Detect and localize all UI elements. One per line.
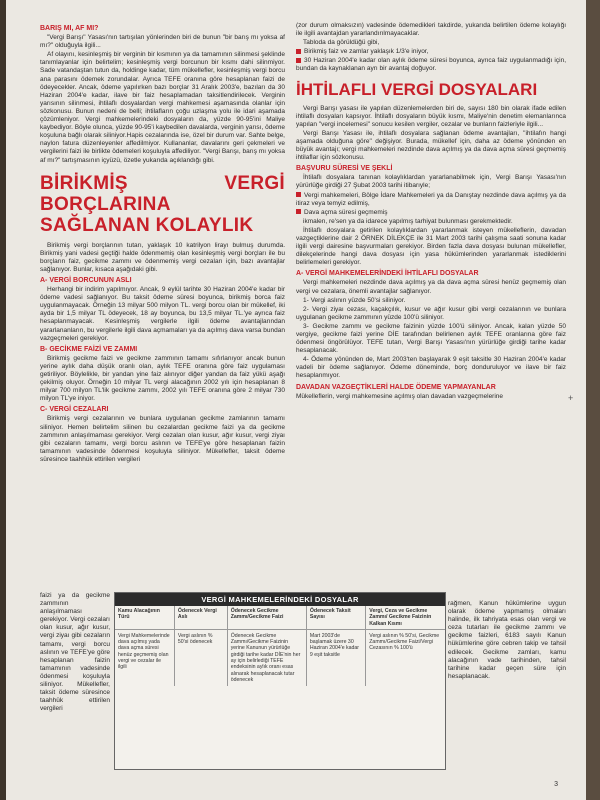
subheading-b: B- GECİKME FAİZİ VE ZAMMI [40, 345, 138, 353]
paragraph: (zor durum olmaksızın) vadesinde ödemedikleri takdirde, yukarıda belirtilen ödeme kolaylığı ile ilgili avantajdan yararlandırılmayacaklar. [296, 22, 566, 38]
subheading-davadan: DAVADAN VAZGEÇTİKLERİ HALDE ÖDEME YAPMAYANLAR [296, 383, 496, 391]
table-row [115, 629, 445, 686]
section-heading-baris: BARIŞ MI, AF MI? [40, 25, 99, 32]
table-cell: Ödenecek Gecikme Zammı/Gecikme Faizinin yerine Kanunun yürürlüğe girdiği tarihe kadar DİE'nin her ay için belirlediği TEFE endeksinin aylık oranı esas alınarak hesaplanacak tutar ödenecek [227, 629, 306, 686]
table-header: Ödenecek Taksit Sayısı [306, 606, 365, 629]
right-column [296, 22, 566, 402]
bullet-item: Dava açma süresi geçmemiş [296, 209, 566, 217]
data-table [115, 606, 445, 686]
bullet-item: Vergi mahkemeleri, Bölge İdare Mahkemeleri ya da Danıştay nezdinde dava açılmış ya da itiraz veya temyiz edilmiş, [296, 191, 566, 207]
subheading-c: C- VERGİ CEZALARI [40, 406, 109, 414]
bullet-item: Birikmiş faiz ve zamlar yaklaşık 1/3'e iniyor, [296, 48, 566, 56]
table-header: Ödenecek Vergi Aslı [174, 606, 227, 629]
left-wrap-text: faizi ya da gecikme zammının anlaşılmaması gerekiyor. Vergi cezaları olan kusur, ağır kusur, vergi ziyaı gibi cezaların tamamı, vergi borcu aslının ve TEFE'ye göre hesaplanan faizin tamamının vadesinde ödenmesi koşuluyla siliniyor. Mükellefler, taksit ödeme süresince taahhük ettirilen vergileri [40, 592, 110, 713]
subheading-basvuru: BAŞVURU SÜRESİ VE ŞEKLİ [296, 165, 393, 173]
right-wrap-text: rağmen, Kanun hükümlerine uygun olarak ödeme yapmamış olmaları halinde, ilk tahriyata esas olan vergi ve ceza tutarları ile gecikme zammı ve gecikme faizleri, 6183 sayılı Kanun hükümlerine göre cebren takip ve tahsil edilecek. Gecikme zamları, kamu alacağının vade tarihinden, tahsil tarihine kadar geçen süre için hesaplanacak. [448, 600, 566, 680]
paragraph: 3- Gecikme zammı ve gecikme faizinin yüzde 100'ü siliniyor. Ancak, kalan yüzde 50 vergiye, gecikme faizi yerine DİE tarafından belirlenen aylık TEFE oranlarına göre faiz ödenmesi öngörülüyor. TEFE tutarı, Vergi Barışı Yasası'nın yürürlüğe girdiği tarihe kadar hesaplanacak. [296, 322, 566, 355]
paragraph: Birikmiş vergi borçlarının tutarı, yaklaşık 10 katrilyon lirayı bulmuş durumda. Birikmiş yani vadesi geçtiği halde ödenmemiş olan kesinleşmiş vergi borçları ile bu borçların faiz, gecikme zammı ve ödenmemiş vergi cezaları için, bazı avantajlar sağlanıyor. Bunlar, kısaca aşağıdaki gibi. [40, 241, 285, 273]
magazine-page [6, 0, 586, 800]
paragraph [40, 415, 285, 463]
table-header: Kamu Alacağının Türü [115, 606, 174, 629]
subheading-a: A- VERGİ BORCUNUN ASLI [40, 276, 132, 284]
table-cell: Vergi aslının % 50'si ödenecek [174, 629, 227, 686]
paragraph: Vergi mahkemeleri nezdinde dava açılmış ya da dava açma süresi henüz geçmemiş olan vergi ve cezalara, önemli avantajlar sağlanıyor. [296, 279, 566, 295]
paragraph: "Vergi Barışı" Yasası'nın tartışılan yönlerinden biri de bunun "bir barış mı yoksa af mı?" olduğuyla ilgili... [40, 34, 285, 50]
headline-ihtilafli: İHTİLAFLI VERGİ DOSYALARI [296, 79, 538, 99]
paragraph: 4- Ödeme yönünden de, Mart 2003'ten başlayarak 9 eşit taksitle 30 Haziran 2004'e kadar vadeli bir ödeme sağlanıyor. Ödeme döneminde, borç donduruluyor ve ilave bir faiz hesaplanmıyor. [296, 356, 566, 380]
paragraph: Birikmiş gecikme faizi ve gecikme zammının tamamı sıfırlanıyor ancak bunun yerine aylık daha düşük oranlı olan, aylık TEFE oranına göre faiz uygulaması getiriliyor. Böylelikle, bir yandan yine faiz alınıyor diğer yandan da faiz yükü aşağı çekilmiş oluyor. Örneğin 10 milyar TL vergi alacağının 2002 yılı için hesaplanan 8 milyar 700 milyon TL'lik gecikme zammı, 2002 yılı TEFE oranına göre 2 milyar 730 milyon TL'ye iniyor. [40, 354, 285, 403]
table-title: VERGİ MAHKEMELERİNDEKİ DOSYALAR [115, 593, 445, 606]
paragraph: İhtilaflı dosyalara getirilen kolaylıklardan yararlanmak isteyen mükelleflerin, davadan vazgeçtiklerine dair 2 ÖRNEK DİLEKÇE ile 31 Mart 2003 tarihi çalışma saati sonuna kadar ilgili vergi dairesine başvurmaları gerekiyor. Birden fazla dava dosyası bulunan mükellefler, dilekçelerinde hangi dava dosyası için yasa hükümlerinden yararlanmak istediklerini belirlemeleri gerekiyor. [296, 226, 566, 267]
paragraph: Tabloda da görüldüğü gibi, [303, 39, 380, 47]
dosyalar-table [114, 592, 446, 770]
paragraph: 1- Vergi aslının yüzde 50'si siliniyor. [303, 296, 406, 304]
background-edge [586, 0, 600, 800]
paragraph: Herhangi bir indirim yapılmıyor. Ancak, 9 eylül tarihte 30 Haziran 2004'e kadar bir ödeme vadesi sağlanıyor. Bu taksit ödeme süresi boyunca, birikmiş borca faiz uygulanmayacak. Örneğin 13 milyar 500 milyon TL. vergi borcu olan bir mükellef, iki ayda bir 1,5 milyar TL ödeyecek, 18 ay boyunca, bu 13,5 milyar TL.'ye ayrıca faiz hesaplanmayacak. Kesinleşmiş vergilerle ilgili ödeme avantajlarından yararlananların, bu vergilerle ilgili dava açmamaları ya da açılmış dava varsa bundan vazgeçmeleri gerekiyor. [40, 286, 285, 342]
left-column [40, 22, 285, 463]
table-header: Ödenecek Gecikme Zammı/Gecikme Faizi [227, 606, 306, 629]
paragraph: İhtilaflı dosyalara tanınan kolaylıklardan yararlanabilmek için, Vergi Barışı Yasası'nın yürürlüğe girdiği 27 Şubat 2003 tarihi itibarıyle; [296, 174, 566, 190]
table-header-row [115, 606, 445, 629]
crop-mark: + [568, 393, 574, 403]
bullet-item: 30 Haziran 2004'e kadar olan aylık ödeme süresi boyunca, ayrıca faiz uygulanmadığı için, bundan da kaynaklanan ayrı bir avantaj doğuyor. [296, 57, 566, 73]
table-cell: Vergi aslının % 50'si, Gecikme Zammı/Gecikme Faizi/Vergi Cezasının % 100'ü [369, 632, 440, 652]
table-cell: Vergi Mahkemelerinde dava açılmış yada dava açma süresi henüz geçmemiş olan vergi ve cezalar ile ilgili [115, 629, 174, 686]
headline-birikmis-vergi: BİRİKMİŞ VERGİ BORÇLARINA SAĞLANAN KOLAYLIK [40, 172, 285, 236]
paragraph: Vergi Barışı yasası ile yapılan düzenlemelerden biri de, sayısı 180 bin olarak ifade edilen ihtilaflı dosyaları kapsıyor. İhtilaflı dosyaların büyük kısmı, Maliye'nin denetim elemanlarınca yapılan "vergi incelemesi" sonucu kesilen vergiler, cezalar ve bunların faizleriyle ilgili... [296, 104, 566, 128]
paragraph: 2- Vergi ziyaı cezası, kaçakçılık, kusur ve ağır kusur gibi vergi cezalarının ve bunlara uygulanan gecikme zammının yüzde 100'ü siliniyor. [296, 305, 566, 321]
table-header: Vergi, Ceza ve Gecikme Zammı/ Gecikme Faizinin Kalkan Kısmı [366, 606, 445, 629]
subheading-vergi-mahkemeleri: A- VERGİ MAHKEMELERİNDEKİ İHTİLAFLI DOSYALAR [296, 270, 479, 278]
page-number: 3 [554, 781, 558, 788]
paragraph-text: Birikmiş vergi cezalarının ve bunlara uygulanan gecikme zamlarının tamamı siliniyor. Hemen belirtelim silinen bu cezalardan gecikme faizi ya da gecikme zammının anlaşılmaması gerekiyor. Vergi cezaları olan kusur, ağır kusur, vergi ziyaı gibi cezaların tamamı, vergi borcu aslının ve TEFE'ye göre hesaplanan faizin tamamının vadesinde ödenmesi koşuluyla siliniyor. Mükellefler, taksit ödeme süresince taahhük ettirilen vergileri [40, 415, 285, 463]
paragraph: Vergi Barışı Yasası ile, ihtilaflı dosyalara sağlanan ödeme avantajları, "ihtilafın hangi aşamada olduğuna göre" değişiyor. Burada, mükellef için, daha az ödeme yönünden en büyük avantajı; vergi mahkemeleri nezdinde dava açılmış ya da dava açma süresi geçmemiş ihtilaflar için sözkonusu. [296, 129, 566, 162]
paragraph: Mükelleflerin, vergi mahkemesine açılmış olan davadan vazgeçmelerine [296, 392, 504, 400]
table-cell: Mart 2003'de başlamak üzere 30 Haziran 2004'e kadar 9 eşit taksitle [306, 629, 365, 686]
paragraph: Af olayını, kesinleşmiş bir verginin bir kısmının ya da tamamının silinmesi şeklinde tanımlayanlar için belirtelim; kesinleşmiş vergi borcunun bir kısmı dahi silinmiyor. Sade vatandaştan tutun da, holdinge kadar, tüm mükellefler, kesinleşmiş vergi borcu ana parasını ödemek zorundalar. Ayrıca TEFE oranına göre hesaplanan faizi de ödeyecekler. Ancak, ödeme yapılırken bazı borçlar 31 Aralık 2003'e, bazıları da 30 Haziran 2004'e kadar, ilave bir faiz hesaplamadan taksitlendirilecek. Verginin yarısının silinmesi, ihtilaflı dosyalardan vergi mahkemesi aşamasında olanlar için sözkonusu. Bunun nedeni de belli; ihtilafların çoğu uzlaşma yolu ile idari aşamada çözümleniyor. Vergi mahkemelerindeki dosyaların da, yüzde 90-95'ini Maliye kaybediyor. Böyle olunca, yüzde 90-95'i kaybedilen davalarda, verginin yarısı, ödeme koşuluna bağlı olarak siliniyor.Hapis cezalarında ise, özel bir durum var. Sahte belge, naylon fatura düzenleyenler affedilmiyor. Kullananlar, davalarını geri çekmeleri ve vergilerini faizi ile birlikte ödemeleri koşuluyla affediliyor. "Vergi Barışı, barış mı yoksa af mı?" tartışmasının içyüzü, özetle yukarıda açıklandığı gibi. [40, 51, 285, 164]
paragraph: ikmalen, re'sen ya da idarece yapılmış tarhiyat bulunması gerekmektedir. [303, 217, 513, 225]
